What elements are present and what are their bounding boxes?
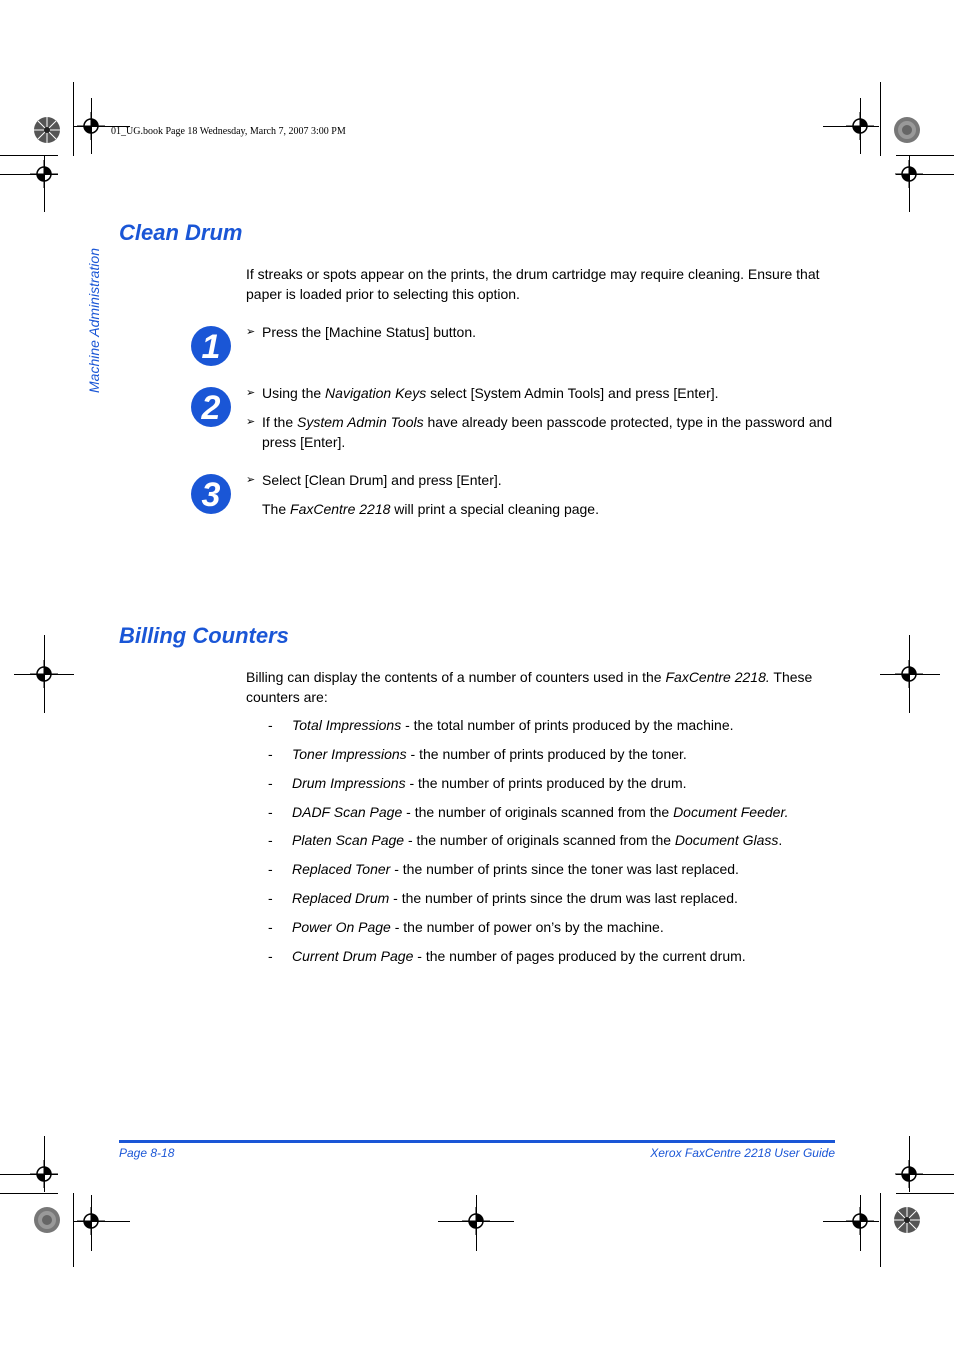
step-2-bullet-2: ➢ If the System Admin Tools have already been passcode protected, type in the password and press [Enter].	[246, 414, 833, 450]
step-1-number: 1	[201, 328, 221, 366]
step-2-bullet-1: ➢ Using the Navigation Keys select [System Admin Tools] and press [Enter].	[246, 385, 719, 401]
registration-mark-icon	[30, 1160, 58, 1188]
list-item: - Replaced Drum - the number of prints since the drum was last replaced.	[268, 890, 738, 906]
registration-mark-icon	[846, 112, 874, 140]
footer-rule	[119, 1140, 835, 1143]
bullet-arrow-icon: ➢	[246, 387, 256, 399]
step-1-bullet: ➢ Press the [Machine Status] button.	[246, 324, 477, 340]
clean-drum-intro: If streaks or spots appear on the prints, the drum cartridge may require cleaning. Ensure that paper is loaded prior to selecting this option.	[246, 266, 820, 302]
list-item: - Toner Impressions - the number of prints produced by the toner.	[268, 746, 687, 762]
list-item: - Current Drum Page - the number of pages produced by the current drum.	[268, 948, 746, 964]
billing-counters-title: Billing Counters	[119, 623, 289, 648]
bullet-arrow-icon: ➢	[246, 474, 256, 486]
color-target-icon	[33, 116, 61, 144]
registration-mark-icon	[77, 112, 105, 140]
registration-mark-icon	[895, 660, 923, 688]
step-2-number: 2	[201, 389, 221, 427]
step-1-badge-icon	[190, 325, 232, 367]
list-item: - Drum Impressions - the number of prints produced by the drum.	[268, 775, 687, 791]
chapter-side-tab: Machine Administration	[86, 248, 102, 393]
clean-drum-title: Clean Drum	[119, 220, 243, 245]
print-header: 01_UG.book Page 18 Wednesday, March 7, 2007 3:00 PM	[111, 126, 346, 137]
list-item: - Power On Page - the number of power on’s by the machine.	[268, 919, 664, 935]
step-3-note: The FaxCentre 2218 will print a special cleaning page.	[262, 501, 599, 517]
step-3-number: 3	[201, 476, 221, 514]
step-3-badge-icon	[190, 473, 232, 515]
color-target-icon	[893, 116, 921, 144]
registration-mark-icon	[462, 1207, 490, 1235]
list-item: - Platen Scan Page - the number of originals scanned from the Document Glass.	[268, 832, 783, 848]
billing-counters-intro: Billing can display the contents of a number of counters used in the FaxCentre 2218. These counters are:	[246, 669, 813, 705]
bullet-arrow-icon: ➢	[246, 416, 256, 428]
bullet-arrow-icon: ➢	[246, 326, 256, 338]
list-item: - DADF Scan Page - the number of originals scanned from the Document Feeder.	[268, 804, 789, 820]
registration-mark-icon	[895, 1160, 923, 1188]
registration-mark-icon	[77, 1207, 105, 1235]
registration-mark-icon	[895, 160, 923, 188]
registration-mark-icon	[30, 660, 58, 688]
page-number: Page 8-18	[119, 1146, 175, 1160]
registration-mark-icon	[30, 160, 58, 188]
step-2-badge-icon	[190, 386, 232, 428]
list-item: - Total Impressions - the total number of prints produced by the machine.	[268, 717, 734, 733]
list-item: - Replaced Toner - the number of prints since the toner was last replaced.	[268, 861, 739, 877]
guide-title: Xerox FaxCentre 2218 User Guide	[650, 1146, 835, 1160]
registration-mark-icon	[846, 1207, 874, 1235]
color-target-icon	[33, 1206, 61, 1234]
color-target-icon	[893, 1206, 921, 1234]
step-3-bullet: ➢ Select [Clean Drum] and press [Enter].	[246, 472, 502, 488]
